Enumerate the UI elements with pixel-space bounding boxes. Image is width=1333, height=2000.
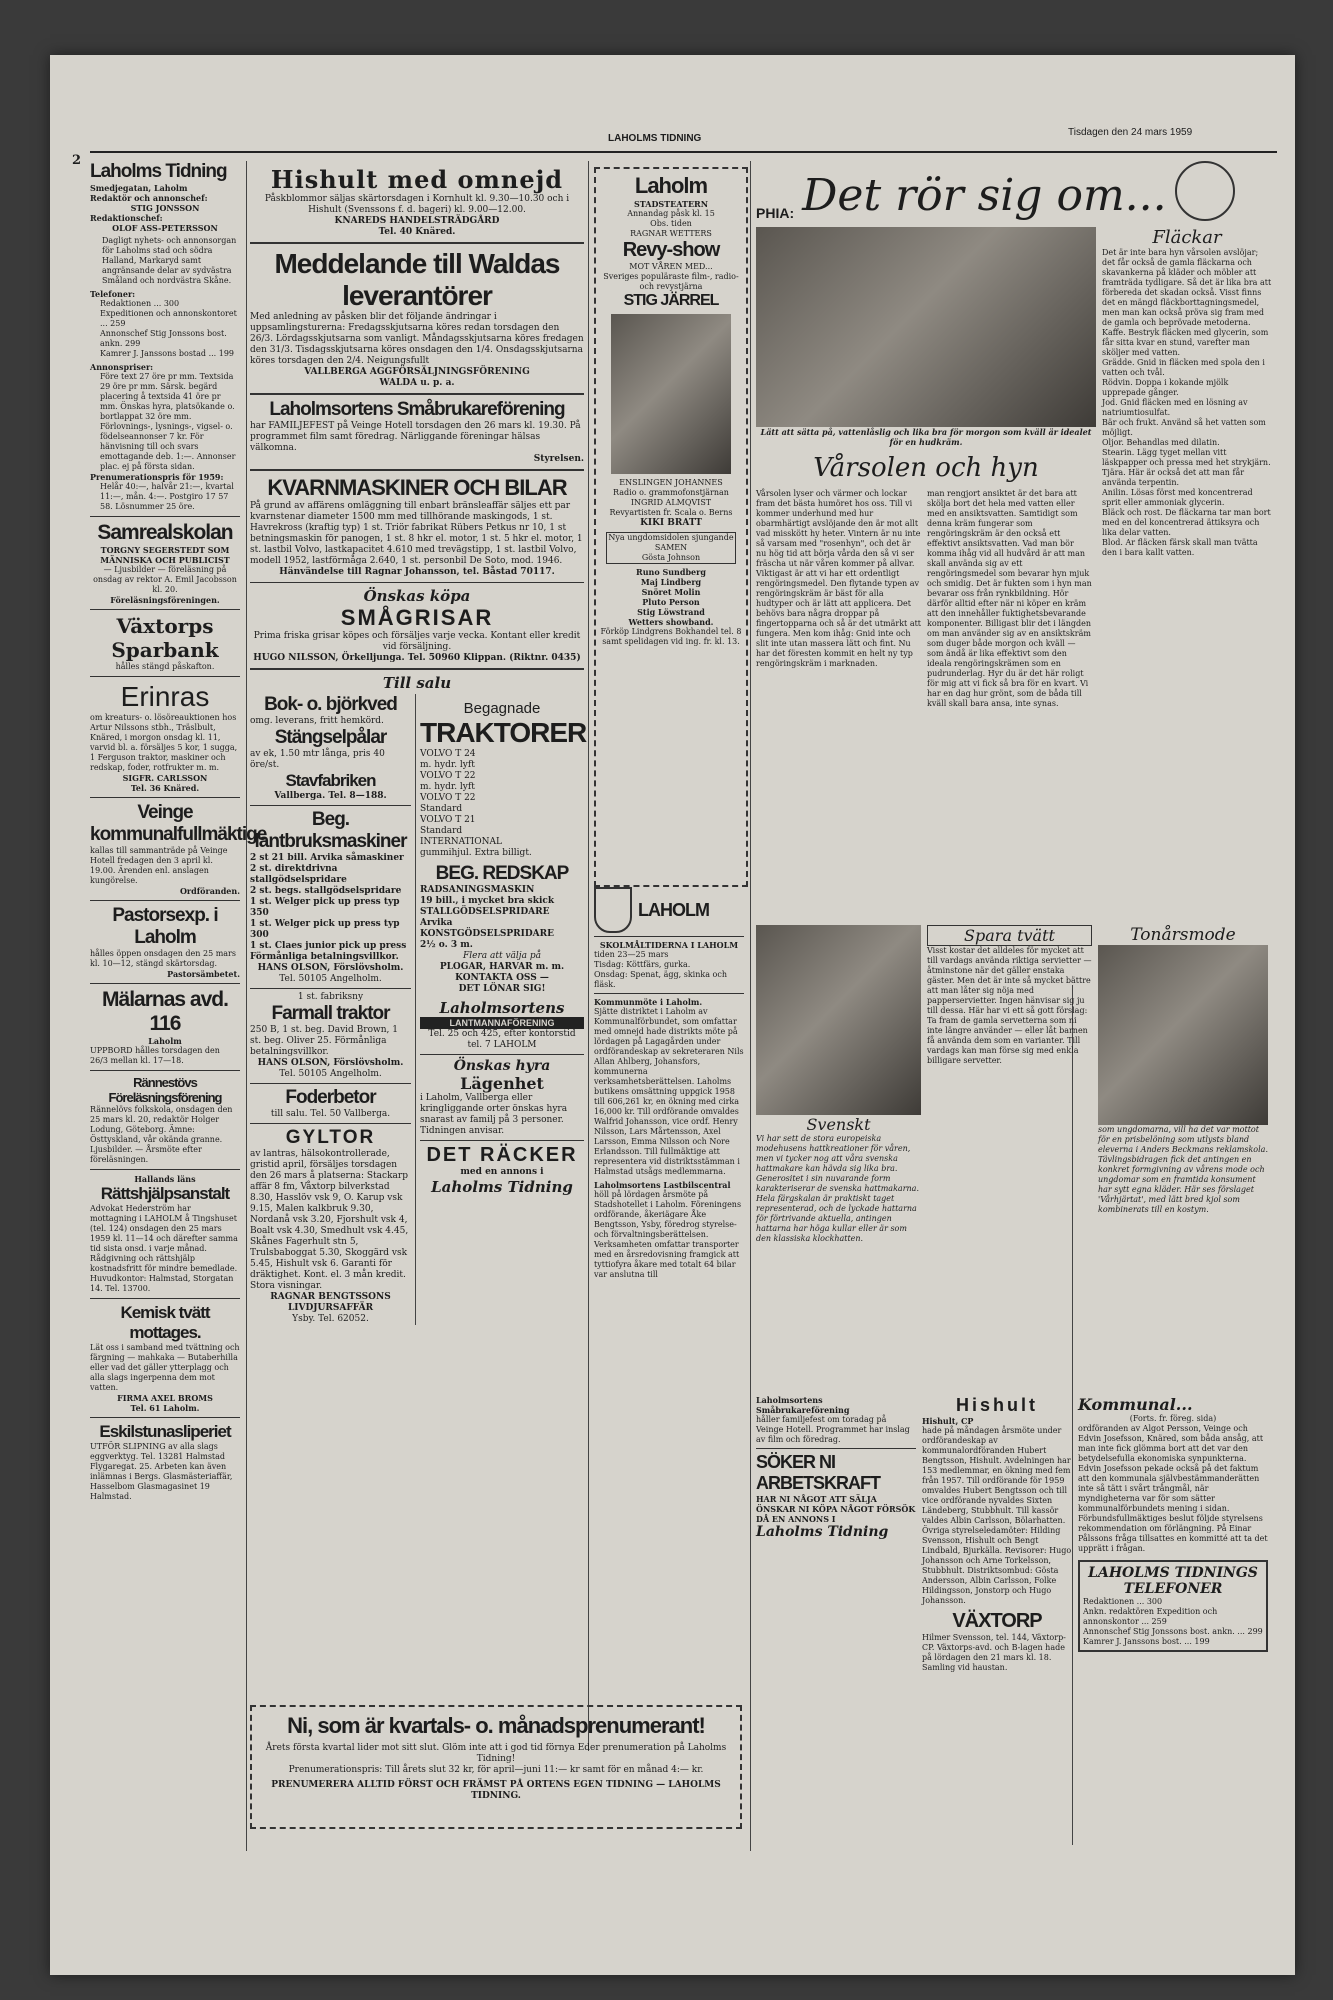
- kemisk-text: Lät oss i samband med tvättning och färgning — mahkaka — Butaberhilla eller vad det gäller ytterplagg och alla slags ingerpenna dem mot vatten.: [90, 1343, 240, 1392]
- theater-ad: [594, 167, 748, 887]
- lantman-logo: Laholmsortens: [439, 999, 565, 1017]
- rann-title: Rännestövs Föreläsningsförening: [108, 1075, 222, 1105]
- column-1: [90, 161, 267, 1502]
- hishult-ad-tel: Tel. 40 Knäred.: [378, 227, 456, 237]
- svensk-caption: Svenskt: [806, 1115, 871, 1134]
- prices-label: Prenumerationspris för 1959:: [90, 472, 224, 482]
- last-title: Laholmsortens Lastbilscentral: [594, 1180, 731, 1190]
- paper-address: Smedjegatan, Laholm: [90, 183, 188, 193]
- redskap-list: RADSANINGSMASKIN 19 bill., i mycket bra skick STALLGÖDSELSPRIDARE Arvika KONSTGÖDSELSPRIDARE 2½ o. 3 m.: [420, 885, 555, 950]
- foder-title: Foderbetor: [285, 1087, 376, 1108]
- phones-box-title: LAHOLMS TIDNINGS TELEFONER: [1088, 1565, 1258, 1597]
- vars-text: Vårsolen lyser och värmer och lockar fram det bästa humöret hos oss. Till vi kommer underhund med hur obarmhärtigt avslöjande den är mot allt vad misskött hy heter. Vintern är nu inte så varsam med "rosenhyn", och det är nu hög tid att börja vårda den så vi ser fräscha ut när våren kommer på allvar. Viktigast är att vi har ett ordentligt rengöringsmedel. Den flytande typen av rengöringskräm är bäst för alla hudtyper och är lätt att applicera. Det behövs bara några droppar på fingertopparna och så är det utmärkt att fungera. Men kom ihåg: Gnid inte och slit inte utan massera lätt och fint. Nu har det föresten kommit en helt ny typ rengöringskräm i marknaden.: [756, 489, 922, 668]
- vaxtorp-text: hålles stängd påskafton.: [115, 662, 215, 671]
- hishult-news-text: hade på måndagen årsmöte under ordförandeskap av kommunalordföranden Hubert Bengtsson, Hishult. Avdelningen har 153 medlemmar, en ökning med fem från 1957. Till ordförande för 1959 omvaldes Hubert Bengtsson och till vice ordförande nyvaldes Sixten Ländeberg, Stubbhult. Till kassör valdes Albin Carlsson, Bölarhatten. Övriga styrelseledamöter: Hilding Svensson, Hishult och Bengt Lindbald, Bjurkälla. Revisorer: Hugo Johansson och Arne Torkelsson, Stubbhult. Distriktsombud: Gösta Andersson, Albin Carlsson, Folke Hildingsson, Jonstorp och Hugo Johansson.: [922, 1426, 1072, 1605]
- spara-text: Visst kostar det alldeles för mycket att till vardags använda riktiga servietter — åtminstone när det gäller enstaka gäster. Men det är inte så mycket bättre att man låter sig nöja med papperservietter. Ingen hänvisar sig ju till dessa. Här har vi ett så gott förslag: Ta fram de gamla servetterna som ni inte längre använder — eller låt barnen få använda dem som en varianter. Till vardags kan man förse sig med enkla billigare servetter.: [927, 946, 1092, 1065]
- malarna-text: UPPBORD hålles torsdagen den 26/3 mellan kl. 17—18.: [90, 1046, 220, 1065]
- kontakta: KONTAKTA OSS — DET LÖNAR SIG!: [455, 973, 549, 994]
- pastor-sign: Pastorsämbetet.: [167, 969, 240, 979]
- page-number: 2: [72, 153, 82, 168]
- plogar: PLOGAR, HARVAR m. m.: [439, 962, 565, 972]
- till-salu-left: [250, 694, 411, 1325]
- beg-title: Beg. lantbruksmaskiner: [254, 809, 407, 852]
- meddel-text: Med anledning av påsken blir det följande ändringar i uppsamlingsturerna: Fredagsskjutsarna köres redan torsdagen den 26/3. Lördagsskjutsarna som vanligt. Måndagsskjutsarna köres fredagen den 31/3. Tisdagsskjutsarna köres onsdagen den 1/4. Onsdagsskjutsarna köres torsdagen den 2/4. Neigungsfullt: [250, 312, 584, 366]
- theater-text: Annandag påsk kl. 15 Obs. tiden RAGNAR WETTERS: [627, 209, 715, 238]
- till-salu: Till salu: [382, 674, 452, 692]
- soker-title: SÖKER NI ARBETSKRAFT: [756, 1452, 880, 1493]
- skol-text: tiden 23—25 mars Tisdag: Köttfärs, gurka. Onsdag: Spenat, ägg, skinka och fläsk.: [594, 950, 727, 989]
- smagris-text: Prima friska grisar köpes och försäljes varje vecka. Kontant eller kredit vid försäljning.: [253, 631, 581, 652]
- sma-tidn-text: håller familjefest om toradag på Veinge Hotell. Programmet har inslag av film och föredrag.: [756, 1415, 910, 1444]
- kvarn-sign: Hänvändelse till Ragnar Johansson, tel. Båstad 70117.: [279, 567, 555, 577]
- flera: Flera att välja på: [463, 951, 541, 961]
- ads-text: Före text 27 öre pr mm. Textsida 29 öre pr mm. Särsk. begärd placering å textsida 41 öre pr mm. Önskas hyra, platsökande o. bortlappat 32 öre mm. Förlovnings-, lysnings-, vigsel- o. födelseannonser 7 kr. För hänvisning till och svars emottagande deb. 1:—. Annonser plac. ej på första sidan.: [100, 372, 236, 471]
- phones-label: Telefoner:: [90, 289, 136, 299]
- kvarn-text: På grund av affärens omläggning till enbart bränsleaffär säljes ett par kvarnstenar diameter 1500 mm med tillhörande maskingods, 1 st. Havrekross (kraftig typ) 1 st. Triör fabrikat Rübers Petkus nr 10, 1 st betningsmaskin för panogen, 1 st. 8 hkr el. motor, 1 st. 5 hkr el. motor, 1 st. lastbil Volvo, lastkapacitet 4.610 med trevägstipp, 1 st. lastbil Volvo, modell 1952, lastförmåga 2.640, 1 st. personbil De Soto, mod. 1946.: [250, 501, 583, 566]
- veinge-title: Veinge kommunalfullmäktige: [90, 802, 267, 845]
- ens-text: ENSLINGEN JOHANNES Radio o. grammofonstjärnan INGRID ALMQVIST Revyartisten fr. Scala o. Berns: [609, 478, 733, 517]
- gylt-sign: RAGNAR BENGTSSONS LIVDJURSAFFÄR: [270, 1292, 391, 1313]
- samreal-text: — Ljusbilder — föreläsning på onsdag av rektor A. Emil Jacobsson kl. 20.: [93, 565, 237, 594]
- begagnade: Begagnade: [463, 700, 541, 717]
- hat-photo: [756, 925, 921, 1115]
- halland-label: Hallands läns: [134, 1174, 196, 1184]
- lagenhet: Lägenhet: [460, 1074, 544, 1093]
- photo-caption: Lätt att sätta på, vattenlåslig och lika bra för morgon som kväll är idealet för en hudkräm.: [760, 427, 1092, 447]
- farm-title: Farmall traktor: [271, 1003, 390, 1024]
- gylt-tel: Ysby. Tel. 62052.: [292, 1314, 369, 1324]
- masthead: LAHOLMS TIDNING: [608, 133, 702, 144]
- erinras-sign: SIGFR. CARLSSON: [122, 773, 208, 783]
- malarna-place: Laholm: [148, 1036, 182, 1046]
- gylt-title: GYLTOR: [285, 1127, 376, 1148]
- vars-title: Vårsolen och hyn: [813, 453, 1039, 483]
- farm-sign: HANS OLSON, Förslövsholm.: [257, 1058, 404, 1068]
- smabruk-text: har FAMILJEFEST på Veinge Hotell torsdagen den 26 mars kl. 19.30. På programmet film samt föredrag. Närliggande föreningar hälsas välkomna.: [250, 421, 581, 453]
- secretary-name: OLOF ASS-PETERSSON: [112, 223, 218, 233]
- veinge-text: kallas till sammanträde på Veinge Hotell fredagen den 3 april kl. 19.00. Ärenden enl. anslagen kungörelse.: [90, 846, 228, 885]
- kiki: KIKI BRATT: [640, 518, 702, 528]
- subscription-tagline: PRENUMERERA ALLTID FÖRST OCH FRÄMST PÅ ORTENS EGEN TIDNING — LAHOLMS TIDNING.: [271, 1780, 721, 1801]
- subscription-headline: Ni, som är kvartals- o. månadsprenumerant!: [287, 1713, 705, 1738]
- farm-text: 250 B, 1 st. beg. David Brown, 1 st. beg. Oliver 25. Förmånliga betalningsvillkor.: [250, 1025, 398, 1057]
- traktor-ad: [415, 694, 587, 1325]
- column-rule: [588, 161, 589, 1751]
- theater-title: Laholm: [634, 173, 708, 198]
- erinras-text: om kreaturs- o. lösöreauktionen hos Artur Nilssons stbh., Träslbult, Knäred, i morgon onsdag kl. 11, varvid bl. a. försäljes 5 kor, 1 sugga, 1 Ferguson traktor, maskiner och redskap, foder, rotfrukter m. m.: [90, 713, 238, 772]
- laholms-tidning-sig: Laholms Tidning: [431, 1178, 573, 1196]
- bok-text: omg. leverans, fritt hemkörd.: [250, 716, 384, 726]
- paper-name: Laholms Tidning: [90, 161, 227, 182]
- revy-sub: MOT VÅREN MED...: [629, 262, 713, 271]
- hishult-ad-title: Hishult med omnejd: [270, 165, 564, 194]
- prices-text: Helår 40:—, halvår 21:—, kvartal 11:—, mån. 4:—. Postgiro 17 57 58. Lösnummer 25 öre.: [100, 482, 234, 511]
- phones-list: Redaktionen ... 300 Expeditionen och annonskontoret ... 259 Annonschef Stig Jonssons bost. ankn. 299 Kamrer J. Janssons bostad ... 199: [100, 299, 237, 358]
- cast: Runo Sundberg Maj Lindberg Snöret Molin Pluto Person Stig Löwstrand Wetters showband.: [628, 567, 714, 627]
- smagris-title: SMÅGRISAR: [340, 605, 494, 630]
- flackar-title: Fläckar: [1152, 227, 1222, 248]
- hishult-ad-text: Påskblommor säljas skärtorsdagen i Kornhult kl. 9.30—10.30 och i Hishult (Svenssons f. d. bageri) kl. 9.00—12.00.: [264, 194, 570, 215]
- vaxtorp-news-title: VÄXTORP: [952, 1610, 1042, 1632]
- farm-tel: Tel. 50105 Angelholm.: [279, 1069, 382, 1079]
- flackar-text: Det är inte bara hyn vårsolen avslöjar; det får också de gamla fläckarna och skavankerna på kläder och möbler att framträda tydligare. Så det är lika bra att förbereda det skadan också. Visst finns det en mängd fläckborttagningsmedel, men man kan också pröva sig fram med de gamla och beprövade metoderna. Kaffe. Bestryk fläcken med glycerin, som får sitta kvar en stund, varefter man sköljer med vatten. Grädde. Gnid in fläcken med spola den i vatten och tvål. Rödvin. Doppa i kokande mjölk upprepade gånger. Jod. Gnid fläcken med en lösning av natriumtiosulfat. Bär och frukt. Använd så het vatten som möjligt. Oljor. Behandlas med dilatin. Stearin. Lägg tyget mellan vitt läskpapper och pressa med het strykjärn. Tjära. Här är också det att man får använda terpentin. Anilin. Lösas först med koncentrerad sprit eller ammoniak glycerin. Bläck och rost. De fläckarna tar man bort med en del koncentrerad ättiksyra och lika delar vatten. Blod. Ar fläcken färsk skall man tvätta den i bara kallt vatten.: [1102, 248, 1272, 557]
- soker-text: HAR NI NÅGOT ATT SÄLJA ÖNSKAR NI KÖPA NÅGOT FÖRSÖK DÅ EN ANNONS I: [756, 1494, 916, 1524]
- stav-text: Vallberga. Tel. 8—188.: [274, 791, 387, 801]
- last-text: höll på lördagen årsmöte på Stadshotellet i Laholm. Föreningens ordförande, åkeriägare Åke Bengtsson, Ysby, föredrog styrelse- och förvaltningsberättelsen. Verksamheten omfattar transporter med en årsredovisning framgick att tyttiofyra åkare med totalt 64 bilar var anslutna till: [594, 1190, 742, 1279]
- tonar-title: Tonårsmode: [1130, 925, 1236, 945]
- column-4-middle: [756, 925, 1276, 1244]
- beg-sign: HANS OLSON, Förslövsholm.: [257, 963, 404, 973]
- kemisk-tel: Tel. 61 Laholm.: [130, 1403, 200, 1413]
- kemisk-title: Kemisk tvätt mottages.: [120, 1303, 210, 1342]
- editor-name: STIG JONSSON: [130, 203, 200, 213]
- meddel-sign: VALLBERGA AGGFÖRSÄLJNINGSFÖRENING: [304, 367, 530, 377]
- vaxtorp-news-text: Hilmer Svensson, tel. 144, Växtorp-CP. Växtorps-avd. och B-lagen hade på lördagen den 21 mars kl. 18. Samling vid haustan.: [922, 1633, 1066, 1672]
- laholm-crest-icon: [594, 887, 632, 933]
- theater-sub: STADSTEATERN: [633, 199, 709, 209]
- beg-text: 2 st 21 bill. Arvika såmaskiner 2 st. direktdrivna stallgödselspridare 2 st. begs. stallgödselspridare 1 st. Welger pick up press typ 350 1 st. Welger pick up press typ 300 1 st. Claes junior pick up press Förmånliga betalningsvillkor.: [250, 853, 407, 962]
- sma-tidn-title: Laholmsortens Småbrukareförening: [756, 1395, 850, 1415]
- paper-about: Dagligt nyhets- och annonsorgan för Laholms stad och södra Halland, Markaryd samt angränsande delar av sydvästra Småland och nordvästra Skåne.: [102, 236, 237, 285]
- revy-text: Sveriges populäraste film-, radio- och revystjärna: [603, 272, 739, 291]
- foder-text: till salu. Tel. 50 Vallberga.: [270, 1109, 391, 1119]
- lantman-tel: Tel. 25 och 425, efter kontorstid tel. 7 LAHOLM: [428, 1029, 576, 1050]
- kommunal-text: ordföranden av Algot Persson, Veinge och Edvin Josefsson, Knäred, som båda ansåg, att man inte fick glömma bort att det var den betydelsefulla ekonomiska synpunkterna. Edvin Josefsson pekade också på det faktum att den kommunala självbestämmanderätten inte så tätt i svårt trångmål, när myndigheterna var för som sätter kommunalförbundets mening i sidan. Förbundsfullmäktiges beslut följde styrelsens rekommendation om förlängning. På Einar Pålssons fråga tillsattes en kommitté att ta det upprätt i frågan.: [1078, 1424, 1268, 1553]
- pastor-text: hålles öppen onsdagen den 25 mars kl. 10—12, stängd skärtorsdag.: [90, 949, 236, 968]
- eskil-title: Eskilstunasliperiet: [99, 1422, 231, 1441]
- samreal-sign: Föreläsningsföreningen.: [110, 595, 220, 605]
- onskas-kopa: Önskas köpa: [363, 587, 471, 605]
- forkop: Förköp Lindgrens Bokhandel tel. 8 samt spelidagen vid ing. fr. kl. 13.: [600, 627, 742, 646]
- kommun-title: Kommunmöte i Laholm.: [594, 997, 703, 1007]
- det-racker: DET RÄCKER: [426, 1144, 578, 1166]
- hishult-news-sub: Hishult, CP: [922, 1416, 974, 1426]
- column-2: [250, 165, 587, 1325]
- lagenhet-text: i Laholm, Vallberga eller kringliggande orter önskas hyra snarast av familj på 3 personer. Tidningen anvisar.: [420, 1093, 568, 1136]
- tonar-text: som ungdomarna, vill ha det var mottot för en prisbelöning som utlysts bland eleverna i Anders Beckmans reklamskola. Tävlingsbidragen fick det antingen en konkret formgivning av vårens mode och ungdomar som en framtida konsument har sytt egna kläder. Här ses förslaget 'Vårhjärtat', med lätt bred kjol som kombinerats till en kostym.: [1098, 1125, 1268, 1214]
- onskas-hyra: Önskas hyra: [453, 1058, 551, 1074]
- ratt-text: Advokat Hederström har mottagning i LAHOLM å Tingshuset (tel. 124) onsdagen den 25 mars 1959 kl. 11—14 och därefter samma tid sista onsd. i varje månad. Rådgivning och rättshjälp kostnadsfritt för mindre bemedlade. Huvudkontor: Halmstad, Storgatan 14. Tel. 13700.: [90, 1204, 238, 1293]
- hishult-news-title: Hishult: [956, 1395, 1038, 1415]
- bok-title: Bok- o. björkved: [264, 694, 397, 715]
- newspaper-page: [50, 55, 1295, 1975]
- stang-text: av ek, 1.50 mtr långa, pris 40 öre/st.: [250, 749, 385, 770]
- smagris-sign: HUGO NILSSON, Örkelljunga. Tel. 50960 Klippan. (Riktnr. 0435): [253, 653, 581, 663]
- women-photo: [756, 227, 1096, 427]
- med-annons: med en annons i: [460, 1167, 544, 1177]
- editor-label: Redaktör och annonschef:: [90, 193, 208, 203]
- eskil-text: UTFÖR SLIPNING av alla slags eggverktyg. Tel. 13281 Halmstad Flygaregat. 25. Arbeten kan även inlämnas i Bergs. Glasmästeriaffär, Hasselbom Glasmagasinet 19 Halmstad.: [90, 1442, 233, 1501]
- samreal-sub: TORGNY SEGERSTEDT SOM MÄNNISKA OCH PUBLICIST: [100, 545, 230, 565]
- phones-box: [1078, 1560, 1268, 1652]
- farm-pre: 1 st. fabriksny: [297, 992, 364, 1002]
- samreal-title: Samrealskolan: [97, 521, 233, 544]
- ratt-title: Rättshjälpsanstalt: [100, 1184, 230, 1203]
- gylt-text: av lantras, hälsokontrollerade, gristid april, försäljes torsdagen den 26 mars å platserna: Stackarp affär 8 fm, Våxtorp bilverkstad 8.30, Hasslöv vsk 9, O. Karup vsk 9.15, Malen kalkbruk 9.30, Nordanå vsk 3.20, Fjorshult vsk 4, Boalt vsk 4.30, Smedhult vsk 4.45, Skånes Fagerhult stn 5, Trulsbaboggat 5.30, Skoggärd vsk 5.45, Hishult vsk 6. Garanti för dräktighet. Kont. el. 3 mån kredit. Stora visningar.: [250, 1149, 409, 1291]
- kemisk-sign: FIRMA AXEL BROMS: [117, 1393, 213, 1403]
- kvarn-title: KVARNMASKINER OCH BILAR: [267, 475, 567, 500]
- stig-photo: [611, 314, 731, 474]
- svensk-text: Vi har sett de stora europeiska modehusens hattkreationer för våren, men vi tycker nog att våra svenska hattmakare kan hävda sig lika bra. Generositet i sin nuvarande form karakteriserar de svenska hattmakarna. Hela färgskalan är praktiskt taget representerad, och de lyckade hattarna för förtrivande aktuella, antingen hattarna har höga kullar eller är som den klassiska klockhatten.: [756, 1134, 919, 1243]
- erinras-title: Erinras: [120, 681, 210, 712]
- woman-phone-illustration: [1175, 161, 1235, 221]
- smabruk-title: Laholmsortens Småbrukareförening: [269, 399, 565, 420]
- column-rule: [246, 161, 247, 1851]
- kommunal-title: Kommunal...: [1078, 1395, 1193, 1414]
- subscription-price: Prenumerationspris: Till årets slut 32 kr, för april—juni 11:— kr samt för en månad 4:— kr.: [288, 1765, 704, 1775]
- beg-tel: Tel. 50105 Angelholm.: [279, 974, 382, 984]
- meddel-sign2: WALDA u. p. a.: [379, 378, 455, 388]
- subscription-box: [250, 1705, 742, 1829]
- traktorer: TRAKTORER: [420, 717, 587, 748]
- column-4: [756, 161, 1276, 709]
- malarna-title: Mälarnas avd. 116: [102, 988, 228, 1035]
- stig-name: STIG JÄRREL: [623, 292, 719, 309]
- column-3-lower: [594, 887, 744, 1280]
- laholm-crest-name: LAHOLM: [638, 899, 709, 920]
- subscription-text: Årets första kvartal lider mot sitt slut. Glöm inte att i god tid förnya Eder prenumeration på Laholms Tidning!: [265, 1743, 727, 1764]
- rann-text: Rännelövs folkskola, onsdagen den 25 mars kl. 20, redaktör Holger Lodung, Göteborg. Ämne: Östtyskland, vår okända granne. Ljusbilder. — Årsmöte efter föreläsningen.: [90, 1105, 233, 1164]
- pastor-title: Pastorsexp. i Laholm: [112, 905, 218, 948]
- phones-box-text: Redaktionen ... 300 Ankn. redaktören Expedition och annonskontor ... 259 Annonschef Stig Jonssons bost. ankn. ... 299 Kamrer J. Janssons bost. ... 199: [1083, 1597, 1263, 1646]
- skol-title: SKOLMÅLTIDERNA I LAHOLM: [599, 940, 739, 950]
- vaxtorp-title: Växtorps Sparbank: [111, 614, 219, 662]
- revy-title: Revy-show: [622, 239, 720, 261]
- meddel-title: Meddelande till Waldas leverantörer: [274, 248, 560, 311]
- kommunal-sub: (Forts. fr. föreg. sida): [1129, 1414, 1217, 1423]
- banner-title: Det rör sig om...: [802, 170, 1167, 221]
- lantman-sub: LANTMANNAFÖRENING: [420, 1017, 584, 1029]
- spara-title: Spara tvätt: [927, 925, 1092, 946]
- issue-date: Tisdagen den 24 mars 1959: [1068, 127, 1193, 138]
- banner-small: PHIA:: [756, 205, 795, 221]
- hishult-ad-sign: KNAREDS HANDELSTRÄDGÅRD: [334, 216, 500, 226]
- nya-text: Nya ungdomsidolen sjungande SAMEN Gösta Johnson: [606, 532, 736, 564]
- soker-sig: Laholms Tidning: [756, 1524, 889, 1540]
- stav-title: Stavfabriken: [285, 771, 376, 790]
- column-rule: [750, 161, 751, 1851]
- tonar-photo: [1098, 945, 1268, 1125]
- ads-label: Annonspriser:: [90, 362, 154, 372]
- smabruk-sign: Styrelsen.: [533, 454, 584, 464]
- stang-title: Stängselpålar: [274, 727, 387, 748]
- kommun-text: Sjätte distriktet i Laholm av Kommunalförbundet, som omfattar med omnejd hade distrikts möte på lördagen på Lagagården under ordförandeskap av sekreteraren Nils Allan Ahlberg, Johansfors, kommunerna verksamhetsberättelsen. Laholms butikens omsättning uppgick 1958 till 606,261 kr, en ökning med cirka 16,000 kr. Till ordförande omvaldes Walfrid Johansson, vice ordf. Henry Nilsson, Lars Mårtensson, Axel Larsson, Emma Nilsson och Nore Erlandsson. Till fullmäktige att representera vid distriktsstämman i Halmstad utsågs medlemmarna.: [594, 1007, 744, 1176]
- secretary-label: Redaktionschef:: [90, 213, 163, 223]
- veinge-sign: Ordföranden.: [179, 886, 240, 896]
- header-rule: [90, 151, 1277, 153]
- vars-text-2: man rengjort ansiktet är det bara att skölja bort det hela med vatten eller med en ansiktsvatten. Samtidigt som denna kräm fungerar som rengöringskräm är den också ett effektivt ansiktsvatten. Vad man bör komma ihåg vid all hudvård är att man skall använda sig av ett rengöringsmedel som bevarar hyn mjuk och smidig. Det är fukten som i hyn man bevarar oss från rynkbildning. Hör därför alltid efter när ni köper en kräm att den innehåller fuktighetsbevarande komponenter. Billigast blir det i längden om man använder sig av en ansiktskräm som duger både morgon och kväll — som ändå är lika effektivt som den ideala rengöringskrämen som en pudrunderlag. Hyr du är det här roligt för mig att vi fick så bra för en kvart. Vi har en dag hur grönt, som de båda till kväll skall bara ansa, inte synas.: [927, 489, 1092, 708]
- beg-redskap: BEG. REDSKAP: [435, 863, 569, 884]
- column-4-lower: [756, 1395, 1276, 1673]
- traktor-list: VOLVO T 24 m. hydr. lyft VOLVO T 22 m. hydr. lyft VOLVO T 22 Standard VOLVO T 21 Standard INTERNATIONAL gummihjul. Extra billigt.: [420, 749, 532, 858]
- erinras-tel: Tel. 36 Knäred.: [130, 783, 200, 793]
